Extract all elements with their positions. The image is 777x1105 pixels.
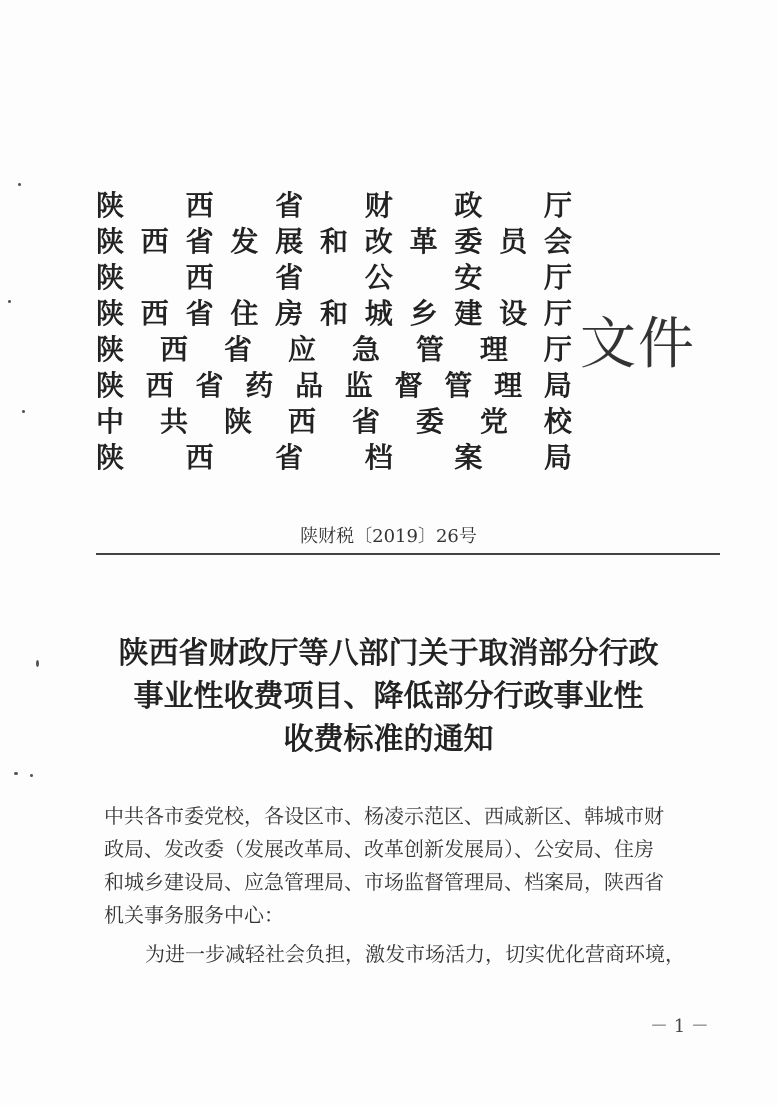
org-char: 省 (275, 441, 304, 474)
org-char: 西 (185, 189, 214, 222)
org-char: 陕 (96, 441, 125, 474)
org-char: 建 (454, 297, 483, 330)
org-char: 陕 (96, 369, 125, 402)
scan-speck (18, 183, 21, 186)
scan-speck (30, 774, 33, 777)
org-char: 品 (295, 369, 324, 402)
org-char: 陕 (96, 261, 125, 294)
org-row (96, 188, 572, 224)
org-row (96, 260, 572, 296)
org-char: 陕 (96, 297, 125, 330)
page-number: － 1 － (650, 1016, 709, 1037)
org-char: 省 (275, 261, 304, 294)
org-row (96, 440, 572, 476)
org-char: 财 (364, 189, 393, 222)
issuing-organizations (96, 188, 572, 476)
org-row (96, 296, 572, 332)
org-char: 厅 (543, 189, 572, 222)
org-row (96, 404, 572, 440)
title-line-1: 陕西省财政厅等八部门关于取消部分行政 (118, 636, 659, 671)
org-char: 共 (159, 405, 188, 438)
org-char: 省 (185, 297, 214, 330)
org-char: 发 (230, 225, 259, 258)
org-char: 应 (287, 333, 316, 366)
header-divider (96, 553, 720, 555)
org-char: 省 (195, 369, 224, 402)
org-char: 和 (319, 225, 348, 258)
org-char: 督 (394, 369, 423, 402)
org-char: 局 (543, 369, 572, 402)
org-char: 监 (344, 369, 373, 402)
title-line-2: 事业性收费项目、降低部分行政事业性 (133, 679, 644, 714)
org-char: 革 (409, 225, 438, 258)
org-char: 陕 (223, 405, 252, 438)
org-char: 设 (499, 297, 528, 330)
org-char: 省 (275, 189, 304, 222)
org-row (96, 368, 572, 404)
org-char: 厅 (543, 261, 572, 294)
org-row (96, 224, 572, 260)
org-char: 和 (319, 297, 348, 330)
document-label: 文件 (580, 312, 696, 377)
org-char: 管 (444, 369, 473, 402)
scan-speck (22, 410, 25, 413)
org-char: 城 (364, 297, 393, 330)
org-char: 案 (454, 441, 483, 474)
org-char: 理 (479, 333, 508, 366)
org-char: 西 (185, 441, 214, 474)
scan-speck (8, 300, 11, 303)
org-char: 西 (159, 333, 188, 366)
org-char: 厅 (543, 333, 572, 366)
org-char: 陕 (96, 333, 125, 366)
addressee-line-4: 机关事务服务中心： (104, 903, 284, 927)
addressee-line-2: 政局、发改委（发展改革局、改革创新发展局）、公安局、住房 (104, 837, 654, 861)
org-char: 党 (479, 405, 508, 438)
org-char: 省 (223, 333, 252, 366)
org-char: 中 (96, 405, 125, 438)
org-char: 西 (140, 225, 169, 258)
scan-speck (14, 772, 18, 775)
org-char: 乡 (409, 297, 438, 330)
org-row (96, 332, 572, 368)
org-char: 房 (275, 297, 304, 330)
org-char: 会 (543, 225, 572, 258)
org-char: 安 (454, 261, 483, 294)
org-char: 省 (185, 225, 214, 258)
org-char: 校 (543, 405, 572, 438)
org-char: 政 (454, 189, 483, 222)
addressee-line-1: 中共各市委党校，各设区市、杨凌示范区、西咸新区、韩城市财 (104, 804, 664, 828)
org-char: 西 (287, 405, 316, 438)
org-char: 档 (364, 441, 393, 474)
org-char: 公 (364, 261, 393, 294)
org-char: 西 (185, 261, 214, 294)
org-char: 住 (230, 297, 259, 330)
org-char: 药 (245, 369, 274, 402)
org-char: 陕 (96, 225, 125, 258)
title-line-3: 收费标准的通知 (283, 722, 494, 757)
addressee-line-3: 和城乡建设局、应急管理局、市场监督管理局、档案局，陕西省 (104, 870, 664, 894)
org-char: 西 (140, 297, 169, 330)
org-char: 委 (454, 225, 483, 258)
org-char: 员 (499, 225, 528, 258)
org-char: 管 (415, 333, 444, 366)
org-char: 局 (543, 441, 572, 474)
org-char: 改 (364, 225, 393, 258)
org-char: 委 (415, 405, 444, 438)
addressee-block (104, 800, 708, 932)
org-char: 陕 (96, 189, 125, 222)
org-char: 展 (275, 225, 304, 258)
body-paragraph: 为进一步减轻社会负担，激发市场活力，切实优化营商环境， (145, 942, 685, 966)
org-char: 急 (351, 333, 380, 366)
org-char: 理 (494, 369, 523, 402)
org-char: 省 (351, 405, 380, 438)
org-char: 厅 (543, 297, 572, 330)
org-char: 西 (145, 369, 174, 402)
document-number: 陕财税〔2019〕26号 (300, 526, 477, 547)
